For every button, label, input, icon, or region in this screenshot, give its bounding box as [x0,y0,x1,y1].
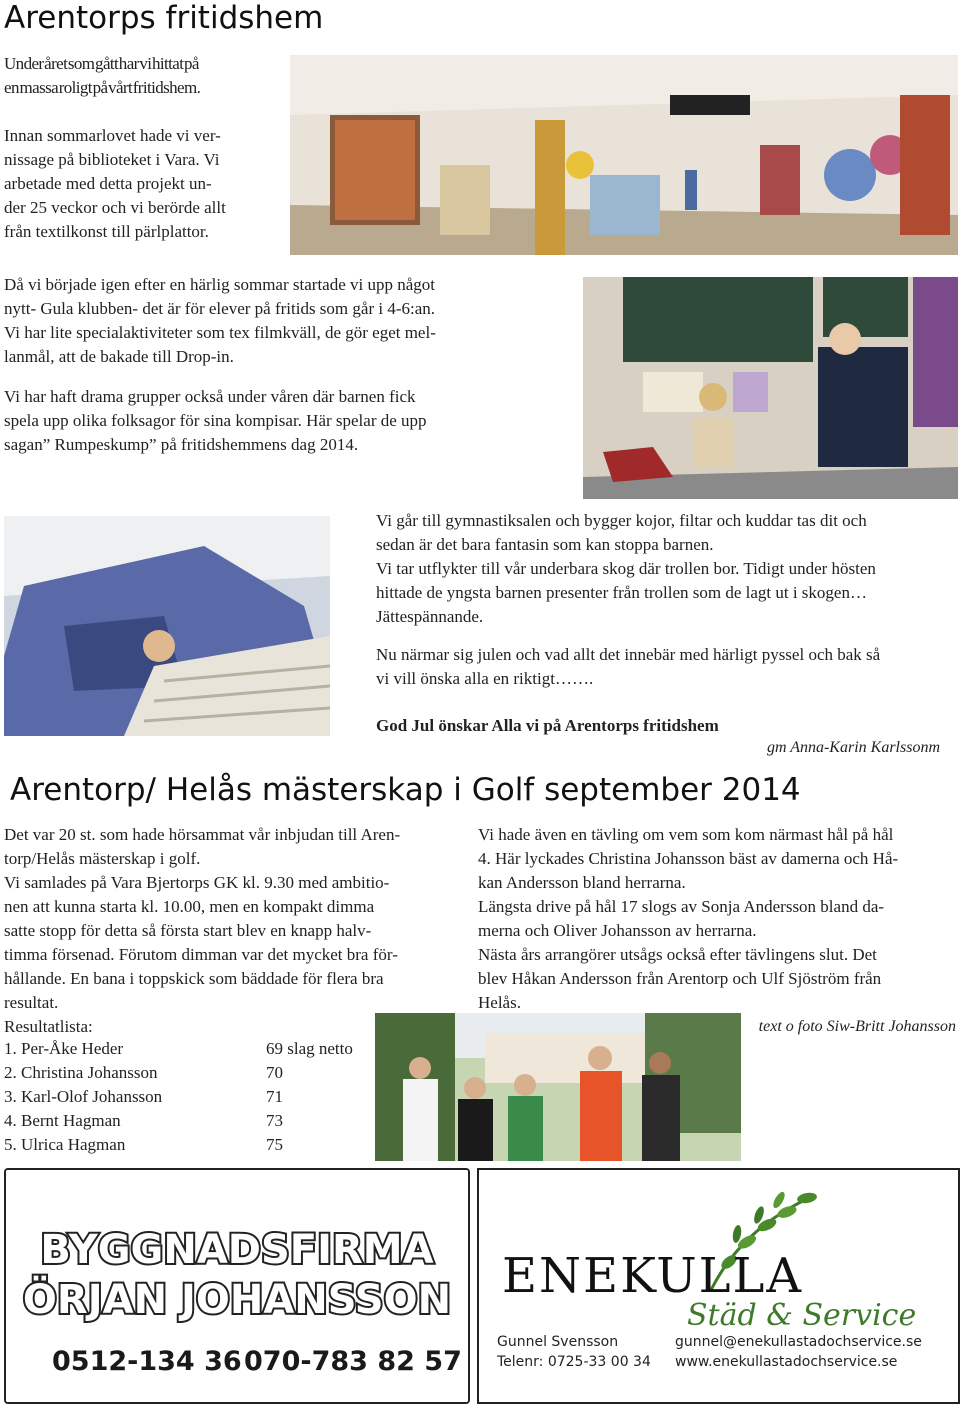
golf-title: Arentorp/ Helås mästerskap i Golf september 2014 [10,772,801,808]
text-line: Vi samlades på Vara Bjertorps GK kl. 9.30 med ambitio- [4,873,390,892]
text-line: en massa roligt på vårt fritidshem. [4,78,201,97]
text-line: kan Andersson bland herrarna. [478,873,686,892]
text-line: nissage på biblioteket i Vara. Vi [4,150,220,169]
text-line: Vi har haft drama grupper också under våren där barnen fick [4,387,416,406]
ad2-person: Gunnel Svensson [497,1334,619,1350]
text-line: lanmål, att de bakade till Drop-in. [4,347,234,366]
text-line: sedan är det bara fantasin som kan stoppa barnen. [376,535,714,554]
paragraph-activities [376,509,960,629]
text-line: Jättespännande. [376,607,484,626]
paragraph-christmas [376,643,960,691]
ad2-subtitle: Städ & Service [687,1298,917,1333]
table-row [4,1039,353,1063]
text-line: Vi går till gymnastiksalen och bygger kojor, filtar och kuddar tas dit och [376,511,867,530]
ad-enekulla [477,1168,960,1404]
text-line: hittade de yngsta barnen presenter från trollen som de lagt ut i skogen… [376,583,867,602]
table-row [4,1087,353,1111]
intro-text [4,52,279,100]
ad1-phone1: 0512-134 36 [52,1346,242,1377]
text-line: sagan” Rumpeskump” på fritidshemmens dag 2014. [4,435,359,454]
exhibition-photo [290,55,958,255]
text-line: Nu närmar sig julen och vad allt det innebär med härligt pyssel och bak så [376,645,881,664]
table-row [4,1111,353,1135]
classroom-photo [583,277,958,499]
result-name: 1. Per-Åke Heder [4,1039,124,1058]
paragraph-gula-klubben [4,273,564,369]
ad-byggnadsfirma [4,1168,470,1404]
text-line: Vi hade även en tävling om vem som kom närmast hål på hål [478,825,894,844]
golf-right-text [478,823,958,1015]
christmas-greeting: God Jul önskar Alla vi på Arentorps fritidshem [376,716,719,735]
result-name: 2. Christina Johansson [4,1063,158,1082]
result-score: 70 [266,1063,283,1082]
text-line: satte stopp för detta så första start blev en knapp halv- [4,921,372,940]
ad1-line1: BYGGNADSFIRMA [40,1227,434,1273]
ad-enekulla-art [479,1170,958,1402]
paragraph-drama [4,385,564,457]
text-line: Vi har lite specialaktiviteter som tex filmkväll, de gör eget mel- [4,323,436,342]
results-label: Resultatlista: [4,1017,93,1036]
ad2-brand: ENEKULLA [502,1248,804,1304]
text-line: Vi tar utflykter till vår underbara skog där trollen bor. Tidigt under hösten [376,559,876,578]
text-line: 4. Här lyckades Christina Johansson bäst av damerna och Hå- [478,849,899,868]
result-score: 73 [266,1111,283,1130]
table-row [4,1135,353,1159]
text-line: resultat. [4,993,59,1012]
text-line: spela upp olika folksagor för sina kompisar. Här spelar de upp [4,411,427,430]
ad2-email: gunnel@enekullastadochservice.se [675,1334,922,1350]
result-name: 5. Ulrica Hagman [4,1135,126,1154]
blanket-fort-photo [4,516,330,736]
text-line: Innan sommarlovet hade vi ver- [4,126,221,145]
text-line: nen att kunna starta kl. 10.00, men en kompakt dimma [4,897,375,916]
text-line: vi vill önska alla en riktigt……. [376,669,594,688]
results-table [4,1039,353,1159]
text-line: Längsta drive på hål 17 slogs av Sonja Andersson bland da- [478,897,885,916]
golfers-photo [375,1013,741,1161]
ad2-phone: Telenr: 0725-33 00 34 [497,1354,651,1370]
text-line: der 25 veckor och vi berörde allt [4,198,226,217]
text-line: Nästa års arrangörer utsågs också efter tävlingens slut. Det [478,945,877,964]
text-line: torp/Helås mästerskap i golf. [4,849,201,868]
ad-byggnadsfirma-art [6,1170,468,1402]
ad1-phone2: 070-783 82 57 [244,1346,462,1377]
text-line: från textilkonst till pärlplattor. [4,222,209,241]
text-line: arbetade med detta projekt un- [4,174,212,193]
text-line: nytt- Gula klubben- det är för elever på fritids som går i 4-6:an. [4,299,436,318]
text-line: timma försenad. Förutom dimman var det mycket bra för- [4,945,398,964]
golf-left-text [4,823,456,1039]
result-score: 69 slag netto [266,1039,353,1058]
page-title: Arentorps fritidshem [4,0,324,36]
photo-credit: text o foto Siw-Britt Johansson [758,1018,956,1035]
result-name: 4. Bernt Hagman [4,1111,121,1130]
paragraph-exhibition [4,124,279,244]
text-line: Helås. [478,993,521,1012]
text-line: Det var 20 st. som hade hörsammat vår inbjudan till Aren- [4,825,401,844]
result-score: 71 [266,1087,283,1106]
text-line: blev Håkan Andersson från Arentorp och Ulf Sjöström från [478,969,882,988]
ad1-line2: ÖRJAN JOHANSSON [22,1277,452,1323]
table-row [4,1063,353,1087]
text-line: Under året som gått har vi hittat på [4,54,199,73]
text-line: merna och Oliver Johansson av herrarna. [478,921,757,940]
result-score: 75 [266,1135,283,1154]
ad2-website: www.enekullastadochservice.se [675,1354,898,1370]
text-line: hållande. En bana i toppskick som bäddade för flera bra [4,969,384,988]
result-name: 3. Karl-Olof Johansson [4,1087,163,1106]
signature: gm Anna-Karin Karlssonm [766,739,940,756]
text-line: Då vi började igen efter en härlig sommar startade vi upp något [4,275,435,294]
